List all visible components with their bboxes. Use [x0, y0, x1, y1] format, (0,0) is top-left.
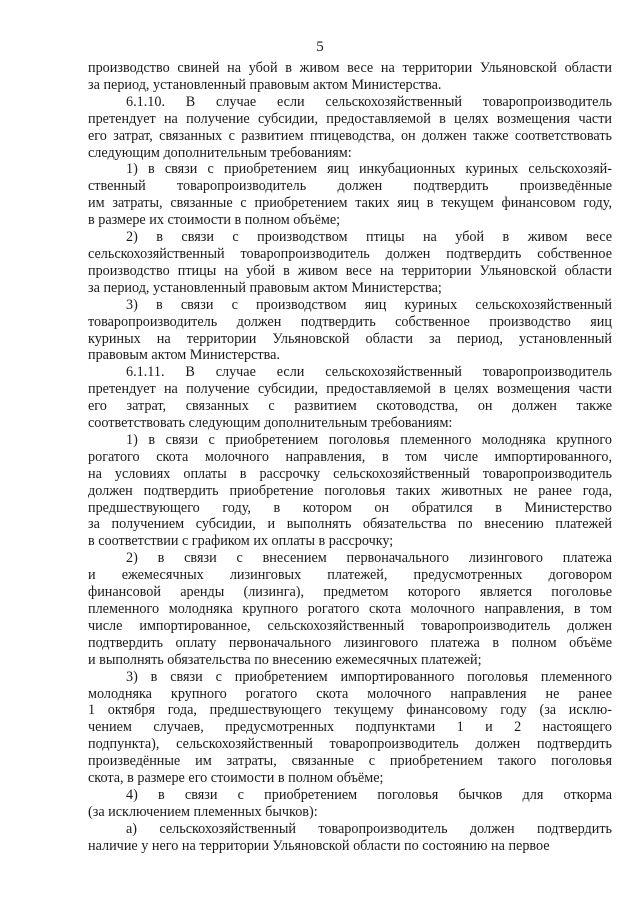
paragraph [88, 60, 612, 94]
text-line: его затрат, связанных с развитием скотоводства, он должен также [88, 398, 612, 415]
text-line: в размере их стоимости в полном объёме; [88, 212, 341, 229]
text-line: скота, в размере его стоимости в полном объёме; [88, 770, 384, 787]
text-line: на условиях оплаты в рассрочку сельскохозяйственный товаропроизводитель [88, 465, 612, 482]
text-line: (за исключением племенных бычков): [88, 803, 318, 820]
text-line: 6.1.11. В случае если сельскохозяйственный товаропроизводитель [126, 364, 612, 381]
text-line: молодняка крупного рогатого скота молочного направления не ранее [88, 685, 612, 702]
text-line: наличие у него на территории Ульяновской области по состоянию на первое [88, 837, 550, 854]
text-line: числе импортированное, сельскохозяйственный товаропроизводитель должен [88, 617, 612, 634]
paragraph [88, 787, 612, 821]
text-line: и ежемесячных лизинговых платежей, предусмотренных договором [88, 567, 612, 584]
text-line: должен подтвердить приобретение поголовья таких животных не ранее года, [88, 482, 612, 499]
paragraph [88, 550, 612, 668]
text-line: 2) в связи с внесением первоначального лизингового платежа [126, 550, 612, 567]
document-body [88, 60, 612, 855]
text-line: предшествующего году, в котором он обратился в Министерство [88, 499, 612, 516]
text-line: производство свиней на убой в живом весе на территории Ульяновской области [88, 60, 612, 76]
text-line: подпункта), сельскохозяйственный товаропроизводитель должен подтвердить [88, 736, 612, 753]
paragraph [88, 364, 612, 432]
text-line: и выполнять обязательства по внесению ежемесячных платежей; [88, 651, 482, 668]
text-line: 2) в связи с производством птицы на убой в живом весе [126, 229, 612, 246]
paragraph [88, 432, 612, 550]
text-line: претендует на получение субсидии, предоставляемой в целях возмещения части [88, 110, 612, 127]
text-line: 3) в связи с производством яиц куриных сельскохозяйственный [126, 296, 612, 313]
text-line: за получением субсидии, и выполнять обязательства по внесению платежей [88, 516, 612, 533]
paragraph [88, 229, 612, 297]
text-line: а) сельскохозяйственный товаропроизводитель должен подтвердить [126, 820, 612, 837]
page-number: 5 [316, 39, 324, 55]
text-line: за период, установленный правовым актом Министерства. [88, 76, 442, 93]
paragraph [88, 161, 612, 229]
text-line: финансовой аренды (лизинга), предметом которого является поголовье [88, 584, 612, 601]
text-line: чением случаев, предусмотренных подпунктами 1 и 2 настоящего [88, 719, 612, 736]
text-line: рогатого скота молочного направления, в том числе импортированного, [88, 448, 612, 465]
text-line: правовым актом Министерства. [88, 347, 280, 364]
text-line: племенного молодняка крупного рогатого скота молочного направления, в том [88, 601, 612, 617]
text-line: 1) в связи с приобретением яиц инкубационных куриных сельскохозяй- [126, 161, 612, 178]
text-line: товаропроизводитель должен подтвердить собственное производство яиц [88, 313, 612, 330]
text-line: производство птицы на убой в живом весе на территории Ульяновской области [88, 262, 612, 279]
text-line: куриных на территории Ульяновской области за период, установленный [88, 330, 612, 347]
text-line: его затрат, связанных с развитием птицеводства, он должен также соответствовать [88, 127, 612, 144]
text-line: следующим дополнительным требованиям: [88, 144, 352, 161]
text-line: за период, установленный правовым актом Министерства; [88, 279, 442, 296]
text-line: ственный товаропроизводитель должен подтвердить произведённые [88, 178, 612, 195]
text-line: им затраты, связанные с приобретением таких яиц в текущем финансовом году, [88, 195, 612, 212]
text-line: 1) в связи с приобретением поголовья племенного молодняка крупного [126, 431, 612, 448]
paragraph [88, 297, 612, 365]
text-line: произведённые им затраты, связанные с приобретением такого поголовья [88, 753, 612, 770]
paragraph [88, 94, 612, 162]
text-line: соответствовать следующим дополнительным требованиям: [88, 415, 453, 432]
text-line: 6.1.10. В случае если сельскохозяйственный товаропроизводитель [126, 93, 612, 110]
text-line: в соответствии с графиком их оплаты в рассрочку; [88, 533, 394, 550]
paragraph [88, 669, 612, 787]
text-line: 4) в связи с приобретением поголовья бычков для откорма [126, 786, 612, 803]
text-line: сельскохозяйственный товаропроизводитель должен подтвердить собственное [88, 245, 612, 262]
text-line: 3) в связи с приобретением импортированного поголовья племенного [126, 668, 612, 685]
text-line: претендует на получение субсидии, предоставляемой в целях возмещения части [88, 381, 612, 398]
paragraph [88, 821, 612, 855]
text-line: подтвердить оплату первоначального лизингового платежа в полном объёме [88, 634, 612, 651]
text-line: 1 октября года, предшествующего текущему финансовому году (за исклю- [88, 702, 612, 719]
